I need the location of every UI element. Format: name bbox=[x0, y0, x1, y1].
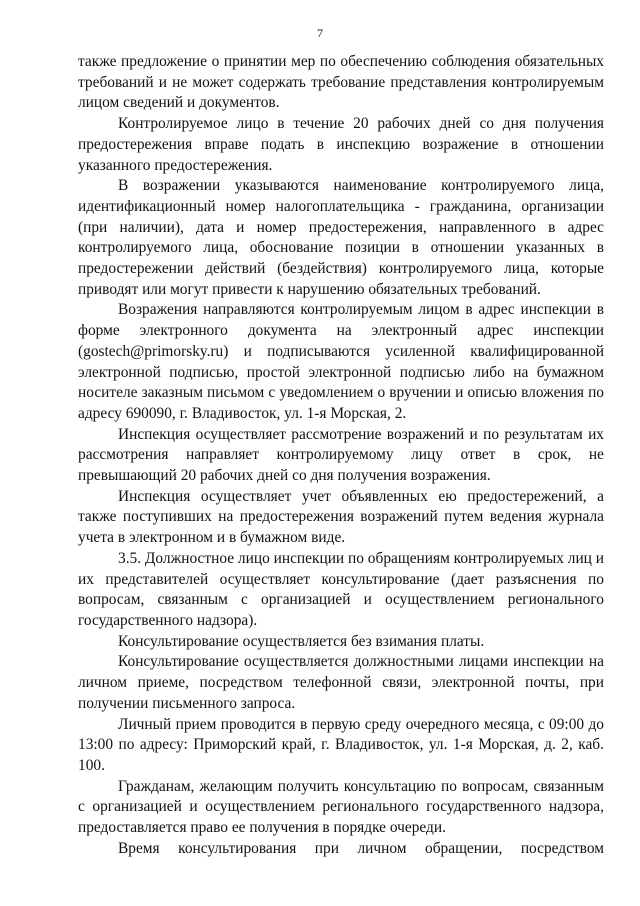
paragraph-consultation-free: Консультирование осуществляется без взимания платы. bbox=[118, 632, 485, 650]
paragraph-objection-review: Инспекция осуществляет рассмотрение возражений и по результатам их рассмотрения направляет контролируемому лицу ответ в срок, не превышающий 20 рабочих дней со дня получения возражения. bbox=[78, 425, 604, 485]
paragraph-objection-submission: Возражения направляются контролируемым лицом в адрес инспекции в форме электронного документа на электронный адрес инспекции (gostech@primorsky.ru) и подписываются усиленной квалифицированной электронной подписью, простой электронной подписью либо на бумажном носителе заказным письмом с уведомлением о вручении и описью вложения по адресу 690090, г. Владивосток, ул. 1-я Морская, 2. bbox=[78, 301, 604, 422]
paragraph-queue-right: Гражданам, желающим получить консультацию по вопросам, связанным с организацией и осуществлением регионального государственного надзора, предоставляется право ее получения в порядке очереди. bbox=[78, 777, 604, 837]
paragraph-consultation-methods: Консультирование осуществляется должностными лицами инспекции на личном приеме, посредством телефонной связи, электронной почты, при получении письменного запроса. bbox=[78, 653, 604, 712]
paragraph-consultation-time: Время консультирования при личном обращении, посредством bbox=[118, 839, 604, 857]
paragraph-objection-deadline: Контролируемое лицо в течение 20 рабочих дней со дня получения предостережения вправе подать в инспекцию возражение в отношении указанного предостережения. bbox=[78, 115, 604, 174]
document-body bbox=[78, 52, 604, 859]
paragraph-objection-content: В возражении указываются наименование контролируемого лица, идентификационный номер налогоплательщика - гражданина, организации (при наличии), дата и номер предостережения, направленного в адрес контролируемого лица, обоснование позиции в отношении указанных в предостережении действий (бездействия) контролируемого лица, которые приводят или могут привести к нарушению обязательных требований. bbox=[78, 177, 604, 298]
paragraph-personal-reception: Личный прием проводится в первую среду очередного месяца, с 09:00 до 13:00 по адресу: Приморский край, г. Владивосток, ул. 1-я Морская, д. 2, каб. 100. bbox=[78, 715, 604, 774]
paragraph-section-3-5: 3.5. Должностное лицо инспекции по обращениям контролируемых лиц и их представителей осуществляет консультирование (дает разъяснения по вопросам, связанным с организацией и осуществлением регионального государственного надзора). bbox=[78, 549, 604, 629]
paragraph-warnings-registry: Инспекция осуществляет учет объявленных ею предостережений, а также поступивших на предостережения возражений путем ведения журнала учета в электронном и в бумажном виде. bbox=[78, 487, 604, 547]
paragraph-continuation: также предложение о принятии мер по обеспечению соблюдения обязательных требований и не может содержать требование представления контролируемым лицом сведений и документов. bbox=[78, 53, 604, 112]
page-number: 7 bbox=[317, 26, 323, 40]
